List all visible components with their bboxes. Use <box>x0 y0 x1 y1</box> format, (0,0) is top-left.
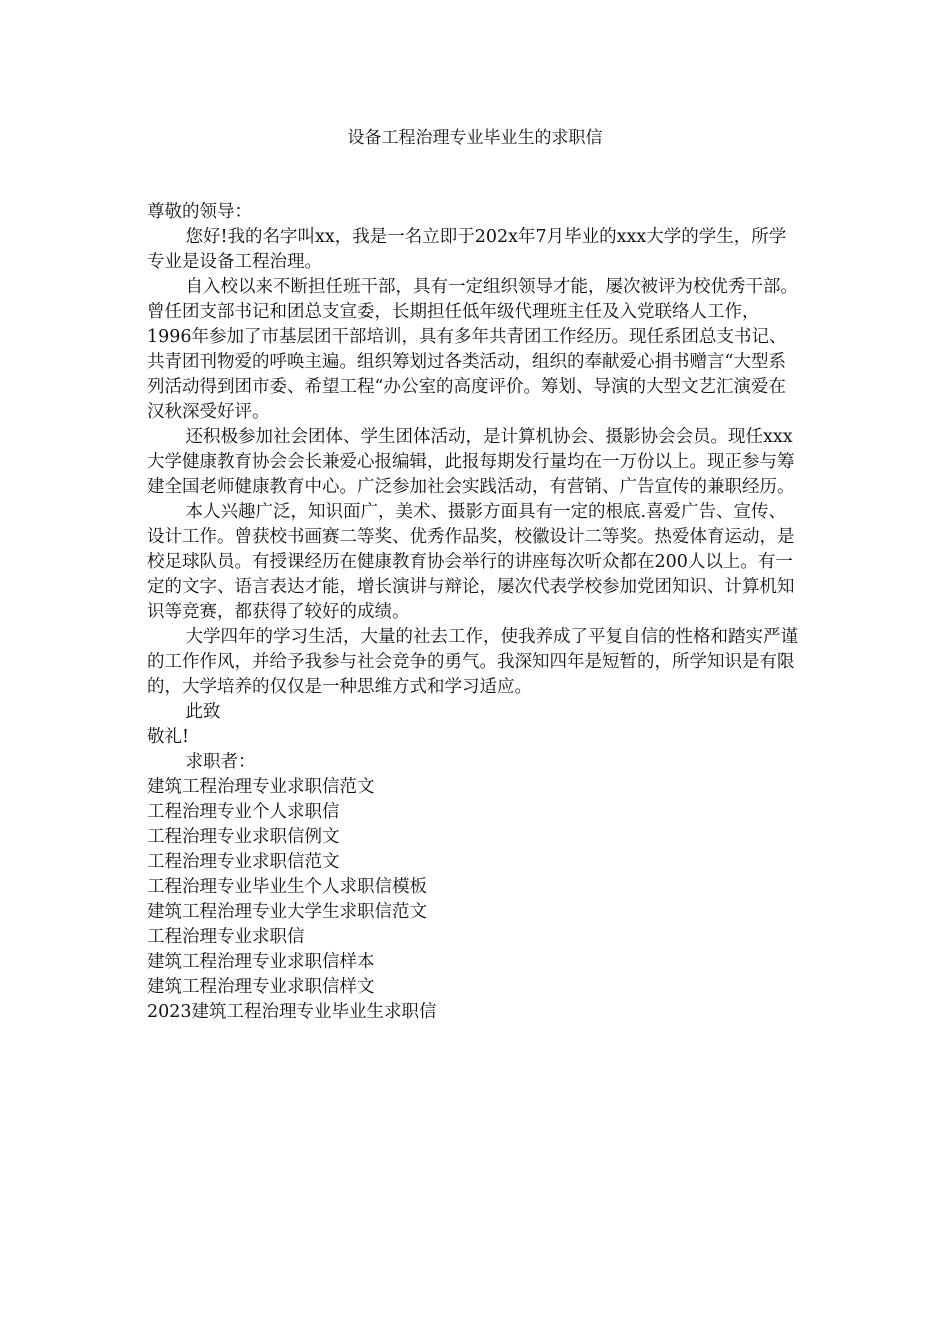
related-link: 建筑工程治理专业求职信样文 <box>147 977 375 997</box>
closing-line-1: 此致 <box>185 702 221 722</box>
signature-line: 求职者： <box>185 752 256 772</box>
related-link: 工程治理专业求职信 <box>147 927 305 947</box>
related-link: 工程治理专业个人求职信 <box>147 802 340 822</box>
paragraph-summary: 大学四年的学习生活，大量的社去工作，使我养成了平复自信的性格和踏实严谨的工作作风，并给予我参与社会竞争的勇气。我深知四年是短暂的，所学知识是有限的，大学培养的仅仅是一种思维方式和学习适应。 <box>147 627 798 697</box>
related-link: 建筑工程治理专业求职信范文 <box>147 777 375 797</box>
paragraph-activities: 还积极参加社会团体、学生团体活动，是计算机协会、摄影协会会员。现任xxx大学健康教育协会会长兼爱心报编辑，此报每期发行量均在一万份以上。现正参与筹建全国老师健康教育中心。广泛参加社会实践活动，有营销、广告宣传的兼职经历。 <box>147 427 795 497</box>
related-link: 工程治理专业求职信例文 <box>147 827 340 847</box>
related-link: 建筑工程治理专业求职信样本 <box>147 952 375 972</box>
paragraph-interests: 本人兴趣广泛，知识面广，美术、摄影方面具有一定的根底.喜爱广告、宣传、设计工作。曾获校书画赛二等奖、优秀作品奖，校徽设计二等奖。热爱体育运动，是校足球队员。有授课经历在健康教育协会举行的讲座每次听众都在200人以上。有一定的文字、语言表达才能，增长演讲与辩论，屡次代表学校参加党团知识、计算机知识等竞赛，都获得了较好的成绩。 <box>147 502 795 622</box>
related-links-list <box>147 775 803 1025</box>
related-link: 2023建筑工程治理专业毕业生求职信 <box>147 1002 437 1022</box>
paragraph-leadership: 自入校以来不断担任班干部，具有一定组织领导才能，屡次被评为校优秀干部。曾任团支部书记和团总支宣委，长期担任低年级代理班主任及入党联络人工作，1996年参加了市基层团干部培训，具有多年共青团工作经历。现任系团总支书记、共青团刊物爱的呼唤主遍。组织筹划过各类活动，组织的奉献爱心捐书赠言“大型系列活动得到团市委、希望工程“办公室的高度评价。筹划、导演的大型文艺汇演爱在汉秋深受好评。 <box>147 277 798 422</box>
related-link: 建筑工程治理专业大学生求职信范文 <box>147 902 427 922</box>
closing-line-2: 敬礼! <box>147 727 190 747</box>
related-link: 工程治理专业毕业生个人求职信模板 <box>147 877 427 897</box>
related-link: 工程治理专业求职信范文 <box>147 852 340 872</box>
salutation: 尊敬的领导： <box>147 202 252 222</box>
document-title: 设备工程治理专业毕业生的求职信 <box>347 128 603 148</box>
letter-body <box>147 200 803 1025</box>
paragraph-intro: 您好!我的名字叫xx，我是一名立即于202x年7月毕业的xxx大学的学生，所学专业是设备工程治理。 <box>147 227 787 272</box>
